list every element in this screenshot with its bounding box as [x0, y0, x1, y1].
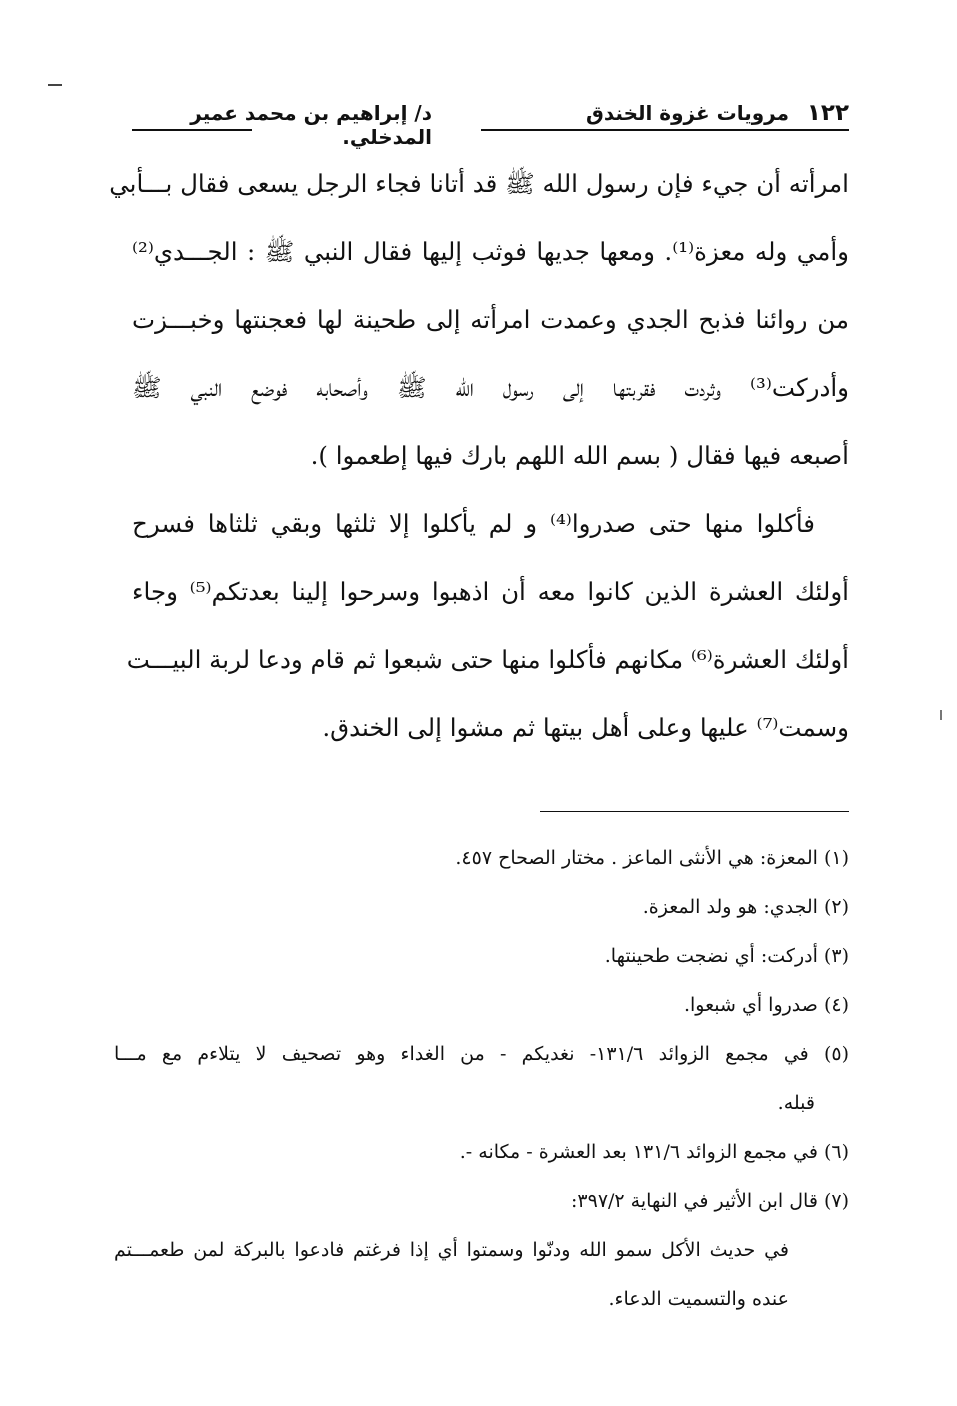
text-line: وأمي وله معزة⁽¹⁾. ومعها جديها فوثب إليها فقال النبي ﷺ : الجـــدي⁽²⁾: [132, 237, 849, 266]
text-line: من روائنا فذبح الجدي وعمدت امرأته إلى طحينة لها فعجنتها وخبـــزت: [132, 305, 849, 334]
header-rule-left: [132, 129, 252, 131]
scan-margin-mark: [48, 84, 62, 86]
footnote-6: (٦) في مجمع الزوائد ١٣١/٦ بعد العشرة - مكانه -.: [459, 1141, 849, 1163]
text-line: فأكلوا منها حتى صدروا⁽⁴⁾ و لم يأكلوا إلا ثلثها وبقي ثلثاها فسرح: [132, 509, 816, 538]
header-rule-right: [481, 129, 849, 131]
footnote-separator: [540, 811, 849, 812]
book-title: مرويات غزوة الخندق: [585, 101, 789, 125]
running-header: [132, 98, 849, 149]
footnote-5: (٥) في مجمع الزوائد ١٣١/٦- نغديكم - من الغداء وهو تصحيف لا يتلاءم مع مـــا: [114, 1043, 850, 1065]
footnote-1: (١) المعزة: هي الأنثى الماعز . مختار الصحاح ٤٥٧.: [455, 847, 849, 869]
text-line: أولئك العشرة⁽⁶⁾ مكانهم فأكلوا منها حتى شبعوا ثم قام ودعا لربة البيـــت: [126, 645, 849, 674]
text-line: وسمت⁽⁷⁾ عليها وعلى أهل بيتها ثم مشوا إلى الخندق.: [322, 713, 849, 742]
scan-side-mark: [940, 710, 942, 720]
footnote-2: (٢) الجدي: هو ولد المعزة.: [642, 896, 849, 918]
author-name: د/ إبراهيم بن محمد عمير المدخلي.: [190, 101, 432, 149]
footnote-3: (٣) أدركت: أي نضجت طحينتها.: [604, 945, 849, 967]
footnote-4: (٤) صدروا أي شبعوا.: [683, 994, 849, 1016]
text-line: وأدركت⁽³⁾ وثردت فقربتها إلى رسول الله ﷺ وأصحابه فوضع النبي ﷺ: [132, 373, 849, 402]
footnote-5-continuation: قبله.: [777, 1092, 815, 1114]
footnote-7-quote-end: عنده والتسميت الدعاء.: [608, 1288, 789, 1310]
page-number: ١٢٢: [806, 100, 849, 126]
footnote-7-quote: في حديث الأكل سمو الله ودنّوا وسمتوا أي إذا فرغتم فادعوا بالبركة لمن طعمـــتم: [114, 1239, 789, 1261]
text-line: امرأته أن جيء فإن رسول الله ﷺ قد أتانا فجاء الرجل يسعى فقال بـــأبي: [109, 169, 849, 198]
footnote-7: (٧) قال ابن الأثير في النهاية ٣٩٧/٢:: [571, 1190, 849, 1212]
text-line: أولئك العشرة الذين كانوا معه أن اذهبوا وسرحوا إلينا بعدتكم⁽⁵⁾ وجاء: [132, 577, 849, 606]
text-line: أصبعه فيها فقال ( بسم الله اللهم بارك فيها إطعموا ).: [310, 441, 849, 470]
main-text: [109, 150, 849, 762]
footnotes: [114, 834, 849, 1324]
